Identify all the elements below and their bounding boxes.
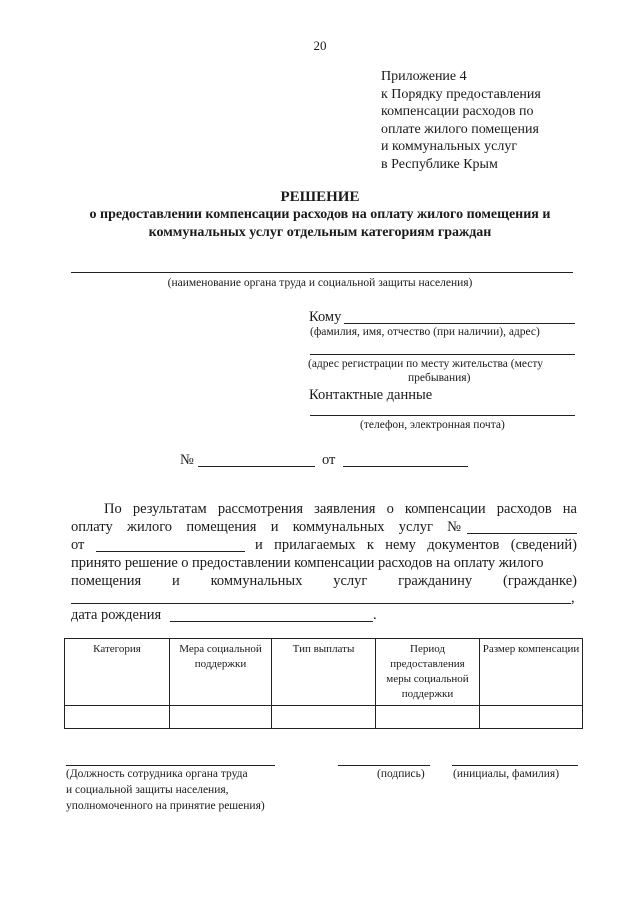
initials-field[interactable] [452,765,578,766]
body-word: жилого [126,519,173,535]
body-word: расходов [496,501,552,517]
body-word: услуг [398,519,433,535]
organ-name-field[interactable] [71,272,573,273]
page-number: 20 [313,38,327,53]
body-line-3 [255,537,577,554]
body-word: результатам [132,501,207,517]
body-line-1 [104,501,577,518]
appendix-line: компенсации расходов по [381,104,534,119]
body-word: (сведений) [510,537,577,553]
application-number-field[interactable] [467,533,577,534]
decision-date-label: от [322,452,336,468]
registration-address-caption-line2: пребывания) [408,372,471,384]
application-date-field[interactable] [96,551,245,552]
registration-address-field[interactable] [310,354,575,355]
decision-date-field[interactable] [343,466,468,467]
document-title: РЕШЕНИЕ [280,189,360,205]
recipient-name-caption: (фамилия, имя, отчество (при наличии), адрес) [310,326,540,338]
body-word: и [255,537,263,553]
appendix-line: в Республике Крым [381,156,498,172]
body-word: услуг [333,573,368,589]
body-word: По [104,501,122,517]
compensation-table [64,638,583,729]
contacts-label: Контактные данные [309,387,433,403]
body-word: (гражданке) [502,573,577,589]
body-word: коммунальных [292,519,385,535]
initials-caption: (инициалы, фамилия) [453,768,560,780]
body-word: заявления [314,501,376,517]
column-header-amount: Размер компенсации [480,639,583,706]
position-caption-line2: и социальной защиты населения, [66,784,229,796]
table-header-row [65,639,583,706]
decision-number-field[interactable] [198,466,315,467]
application-date-label: от [71,537,85,553]
document-subtitle-line1: о предоставлении компенсации расходов на оплату жилого помещения и [89,207,551,222]
position-caption-line3: уполномоченного на принятие решения) [66,800,265,812]
signature-field[interactable] [338,765,430,766]
body-word: прилагаемых [274,537,356,553]
column-header-payment-type: Тип выплаты [272,639,376,706]
official-position-field[interactable] [66,765,275,766]
body-word: помещения [71,573,142,589]
appendix-line: к Порядку предоставления [381,86,541,102]
birth-date-end: . [373,607,377,623]
table-cell[interactable] [170,706,272,729]
appendix-line: и коммунальных услуг [381,139,518,154]
body-line-4: принято решение о предоставлении компенсации расходов на оплату жилого [71,555,544,571]
to-label: Кому [309,309,342,325]
body-word: компенсации [404,501,486,517]
body-word: и [270,519,279,535]
column-header-support-measure: Мера социальной поддержки [170,639,272,706]
body-word: рассмотрения [217,501,304,517]
document-subtitle-line2: коммунальных услуг отдельным категориям граждан [148,225,492,240]
appendix-line: оплате жилого помещения [381,121,539,137]
body-word: на [562,501,577,517]
citizen-name-field[interactable] [71,603,571,604]
recipient-name-field[interactable] [344,323,575,324]
contacts-field[interactable] [310,415,575,416]
body-word: документов [427,537,500,553]
birth-date-field[interactable] [170,621,373,622]
body-line-2 [71,519,461,536]
position-caption-line1: (Должность сотрудника органа труда [66,768,248,780]
registration-address-caption-line1: (адрес регистрации по месту жительства (месту [308,358,543,370]
body-word: нему [385,537,416,553]
column-header-category: Категория [65,639,170,706]
table-row [65,706,583,729]
appendix-note [381,68,541,173]
column-header-period: Период предоставления меры социальной поддержки [376,639,480,706]
birth-date-label: дата рождения [71,607,162,623]
table-cell[interactable] [376,706,480,729]
body-word: оплату [71,519,113,535]
body-word: гражданину [398,573,473,589]
contacts-caption: (телефон, электронная почта) [360,419,505,431]
table-cell[interactable] [480,706,583,729]
decision-number-label: № [180,452,194,468]
body-word: о [386,501,394,517]
table-cell[interactable] [272,706,376,729]
citizen-line-end: , [571,590,575,606]
body-word: помещения [186,519,257,535]
body-word: к [366,537,374,553]
appendix-line: Приложение 4 [381,69,467,84]
body-word: коммунальных [210,573,303,589]
body-line-5 [71,573,577,590]
body-word: и [171,573,180,589]
table-cell[interactable] [65,706,170,729]
organ-name-caption: (наименование органа труда и социальной защиты населения) [167,277,473,289]
signature-caption: (подпись) [377,768,425,780]
body-word: № [447,519,461,535]
